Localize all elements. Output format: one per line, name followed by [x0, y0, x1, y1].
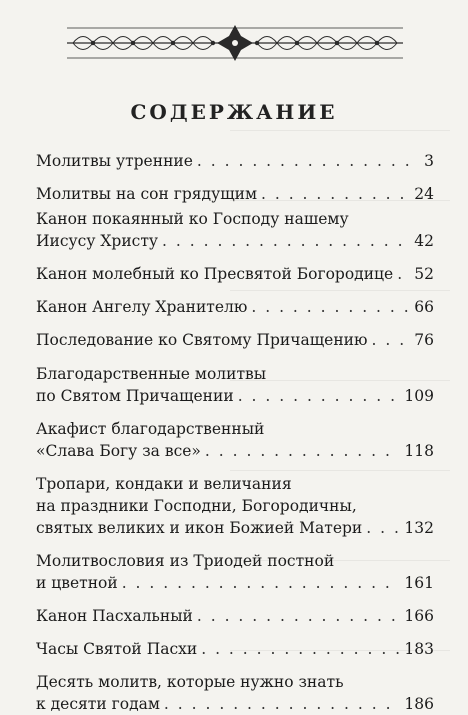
toc-entry[interactable] — [36, 671, 434, 715]
toc-entry-title: к десяти годам — [36, 695, 160, 713]
leader-dots — [197, 150, 420, 172]
leader-dots — [238, 385, 401, 407]
leader-dots — [197, 605, 401, 627]
toc-page-number: 42 — [414, 232, 434, 250]
leader-dots — [366, 517, 400, 539]
toc-entry[interactable] — [36, 550, 434, 594]
toc-page-number: 52 — [414, 265, 434, 283]
toc-page-number: 24 — [414, 185, 434, 203]
leader-dots — [162, 230, 410, 252]
toc-entry-line: Благодарственные молитвы — [36, 365, 267, 383]
toc-page-number: 109 — [404, 387, 434, 405]
toc-page-number: 186 — [404, 695, 434, 713]
table-of-contents — [36, 150, 434, 715]
toc-entry-line: Акафист благодарственный — [36, 420, 265, 438]
toc-entry[interactable] — [36, 329, 434, 351]
toc-entry-line: Молитвословия из Триодей постной — [36, 552, 335, 570]
toc-page-number: 118 — [404, 442, 434, 460]
toc-entry-title: Канон Пасхальный — [36, 607, 193, 625]
toc-entry-title: Последование ко Святому Причащению — [36, 331, 368, 349]
header-ornament — [63, 20, 407, 66]
toc-entry[interactable] — [36, 605, 434, 627]
toc-entry[interactable] — [36, 296, 434, 318]
toc-entry-line: Тропари, кондаки и величания — [36, 475, 292, 493]
toc-entry-line: Канон покаянный ко Господу нашему — [36, 210, 349, 228]
toc-page-number: 161 — [404, 574, 434, 592]
toc-page-number: 132 — [404, 519, 434, 537]
toc-entry-title: Молитвы утренние — [36, 152, 193, 170]
leader-dots — [251, 296, 410, 318]
leader-dots — [261, 183, 410, 205]
toc-entry[interactable] — [36, 418, 434, 462]
toc-entry-title: Канон Ангелу Хранителю — [36, 298, 248, 316]
toc-entry-line: на праздники Господни, Богородичны, — [36, 497, 357, 515]
leader-dots — [397, 263, 410, 285]
toc-page-number: 76 — [414, 331, 434, 349]
leader-dots — [205, 440, 401, 462]
toc-entry[interactable] — [36, 208, 434, 252]
toc-entry-title: и цветной — [36, 574, 118, 592]
toc-entry[interactable] — [36, 638, 434, 660]
leader-dots — [164, 693, 400, 715]
leader-dots — [371, 329, 410, 351]
toc-page-number: 66 — [414, 298, 434, 316]
leader-dots — [201, 638, 400, 660]
toc-page-number: 166 — [404, 607, 434, 625]
toc-entry-title: «Слава Богу за все» — [36, 442, 201, 460]
toc-entry-title: Иисусу Христу — [36, 232, 159, 250]
toc-entry[interactable] — [36, 473, 434, 539]
toc-entry[interactable] — [36, 150, 434, 172]
toc-page-number: 183 — [404, 640, 434, 658]
toc-page-number: 3 — [424, 152, 434, 170]
toc-entry[interactable] — [36, 263, 434, 285]
toc-entry[interactable] — [36, 363, 434, 407]
toc-entry-title: Канон молебный ко Пресвятой Богородице — [36, 265, 394, 283]
toc-entry-title: святых великих и икон Божией Матери — [36, 519, 363, 537]
toc-entry[interactable] — [36, 183, 434, 205]
toc-entry-title: Часы Святой Пасхи — [36, 640, 198, 658]
page-title: СОДЕРЖАНИЕ — [130, 100, 338, 124]
leader-dots — [122, 572, 401, 594]
ornament-graphic — [63, 20, 407, 66]
toc-entry-line: Десять молитв, которые нужно знать — [36, 673, 344, 691]
toc-entry-title: по Святом Причащении — [36, 387, 234, 405]
toc-entry-title: Молитвы на сон грядущим — [36, 185, 257, 203]
